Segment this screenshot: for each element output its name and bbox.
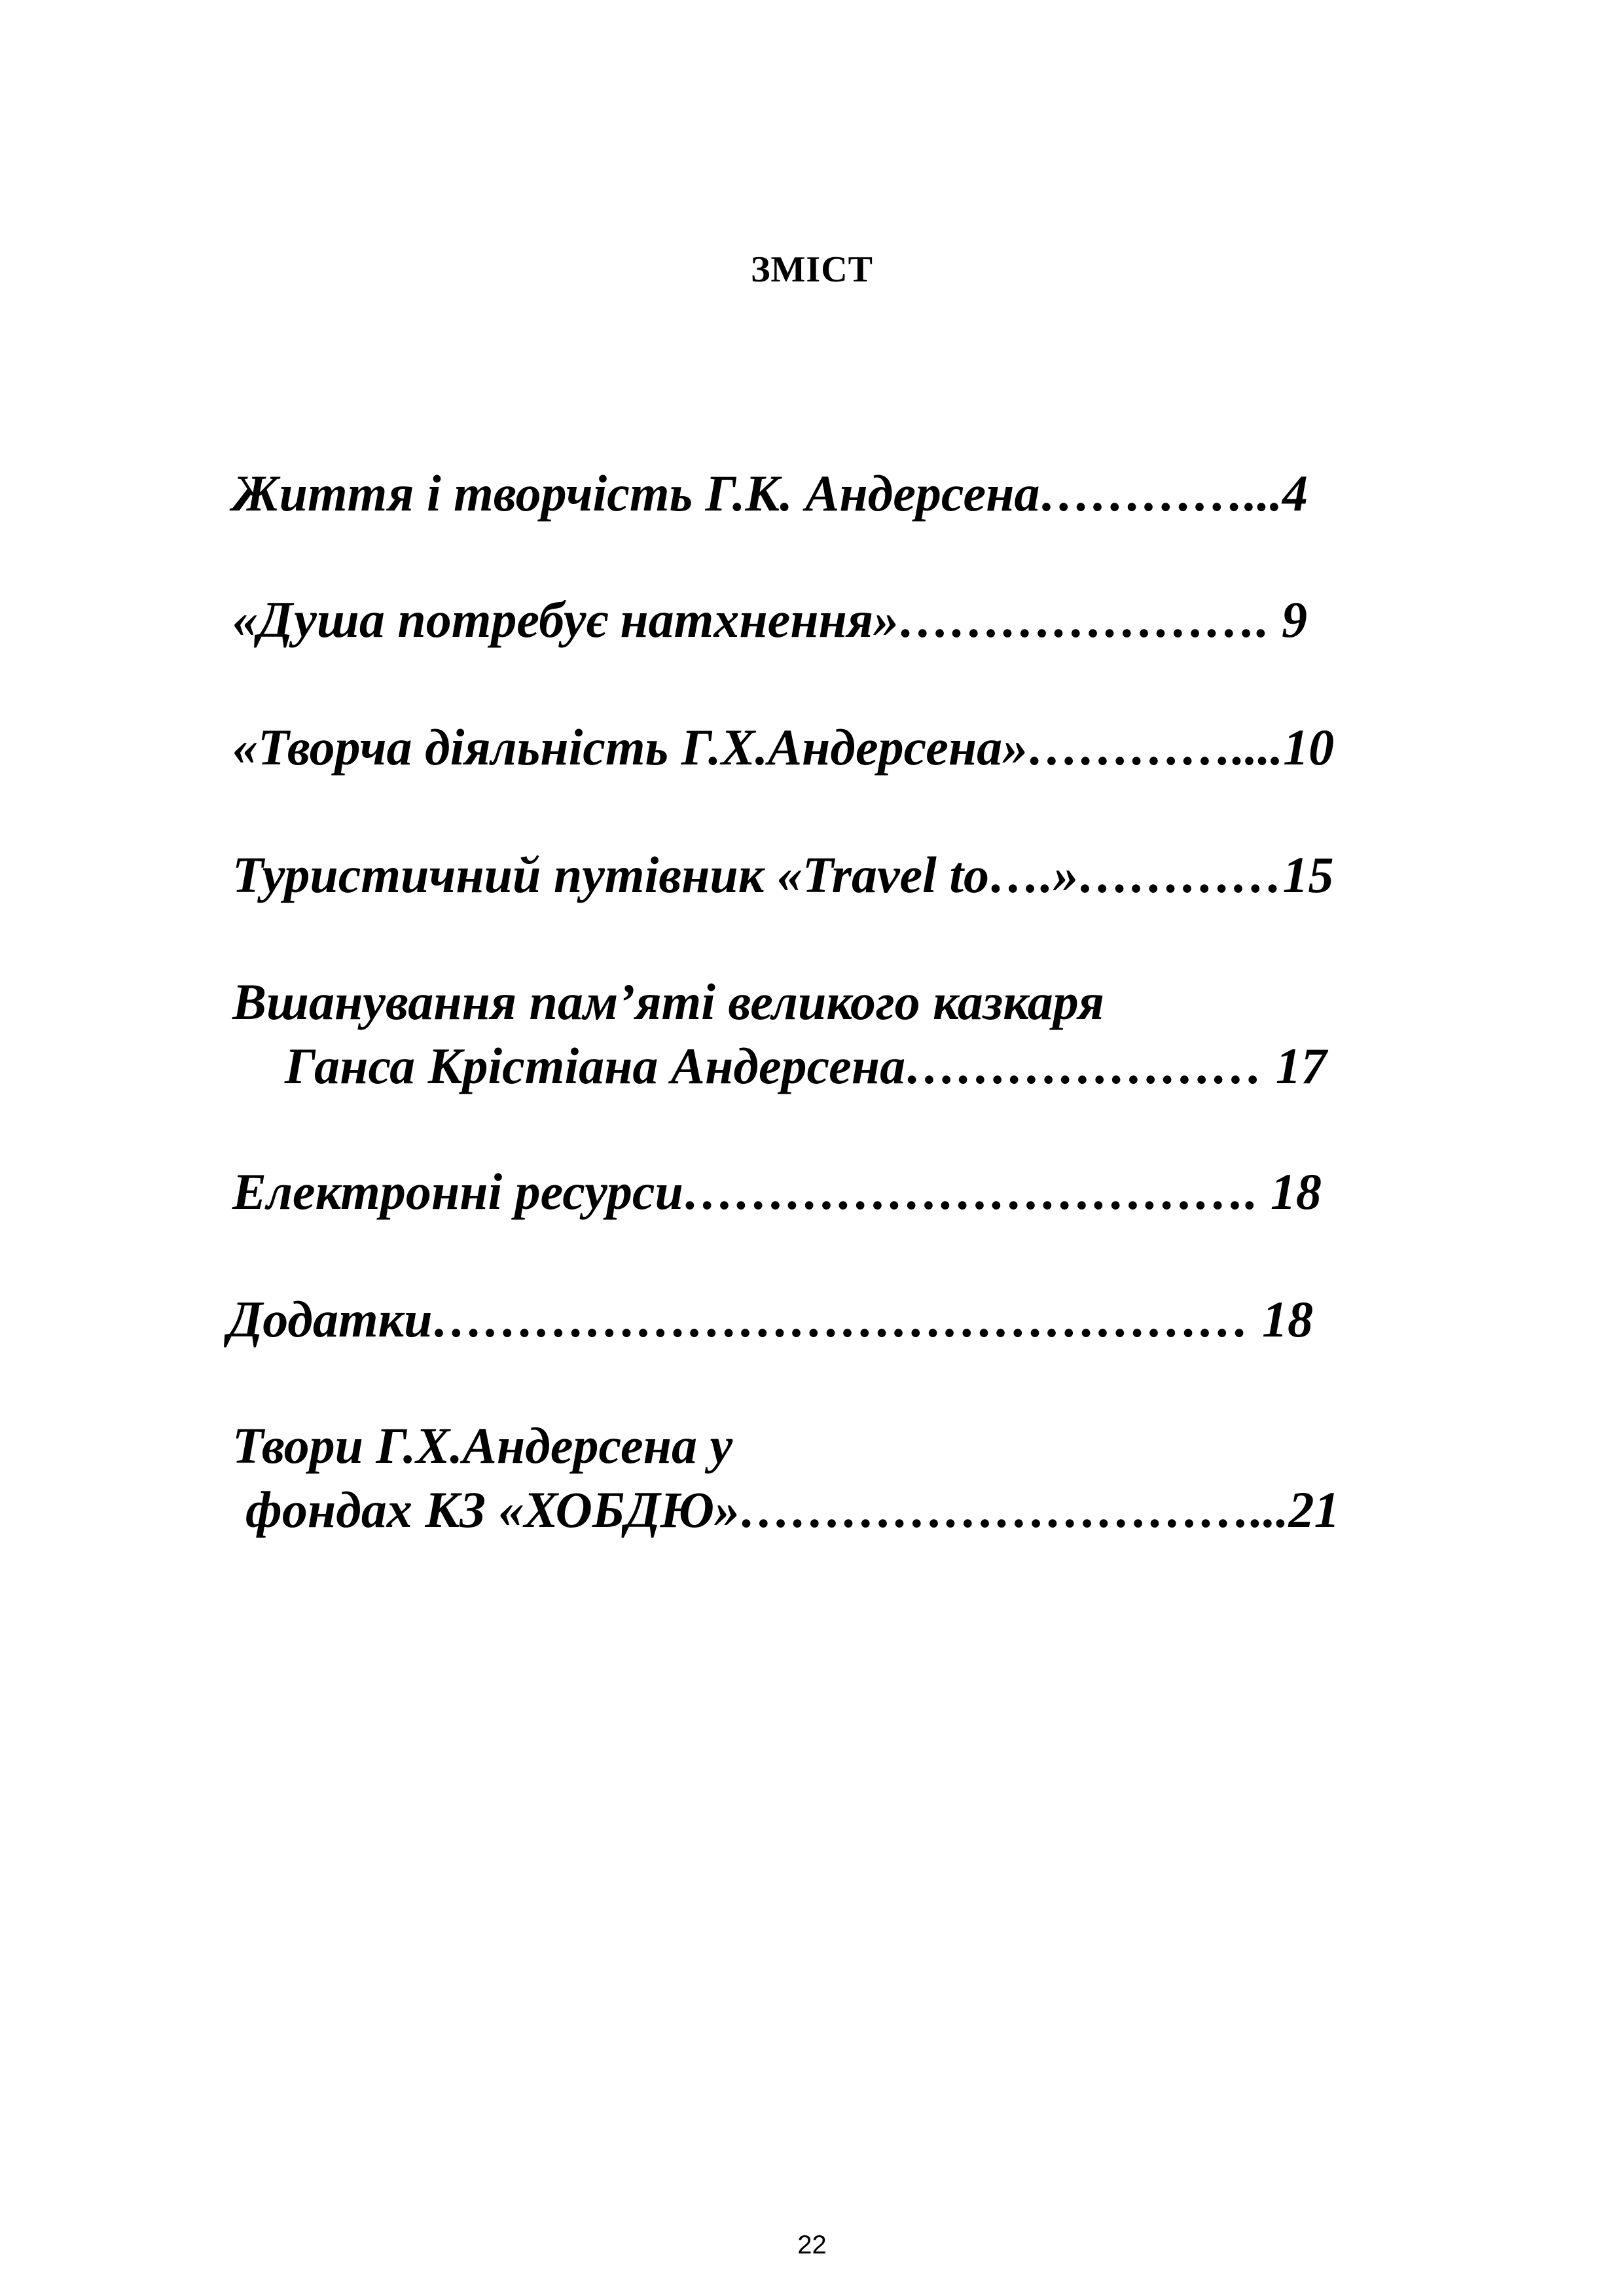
toc-entry-electronic-resources: Електронні ресурси……………………………. 18: [232, 1163, 1322, 1220]
toc-entry-travel-guide: Туристичний путівник «Travel to….»…………15: [232, 846, 1334, 903]
toc-entry-appendices: Додатки………………………………………… 18: [228, 1291, 1314, 1348]
toc-entry-creative-activity: «Творча діяльність Г.Х.Андерсена»…………....10: [232, 719, 1335, 776]
page-number: 22: [797, 2231, 827, 2259]
toc-entry-works-in-library-line2: фондах КЗ «ХОБДЮ»…………………………...21: [245, 1481, 1340, 1538]
page-title: ЗМІСТ: [751, 249, 873, 290]
toc-entry-life-and-work: Життя і творчість Г.К. Андерсена…………...4: [232, 465, 1308, 522]
toc-entry-honoring-memory-line2: Ганса Крістіана Андерсена………………… 17: [285, 1037, 1327, 1094]
toc-entry-honoring-memory-line1: Вшанування пам’яті великого казкаря: [232, 973, 1104, 1030]
toc-entry-works-in-library-line1: Твори Г.Х.Андерсена у: [232, 1417, 733, 1474]
toc-entry-soul-needs-inspiration: «Душа потребує натхнення»…………………. 9: [232, 591, 1308, 648]
